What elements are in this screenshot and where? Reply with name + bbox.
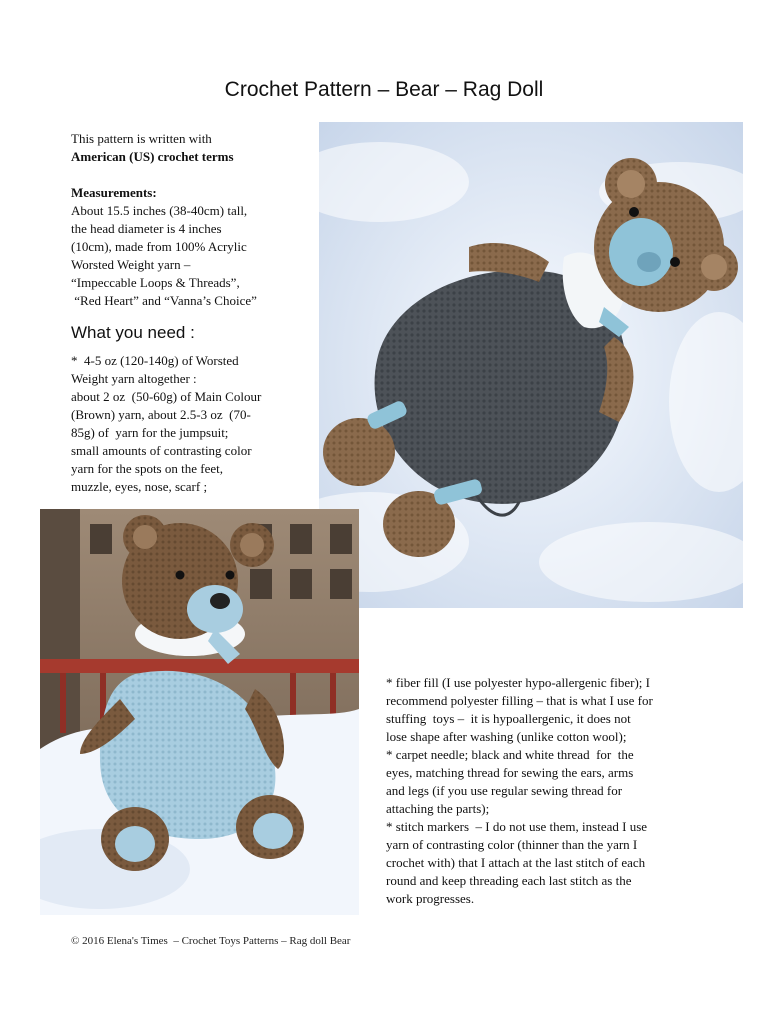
need-line: muzzle, eyes, nose, scarf ;: [71, 479, 208, 494]
need-line: Weight yarn altogether :: [71, 371, 197, 386]
supplies-line: work progresses.: [386, 891, 475, 906]
supplies-line: lose shape after washing (unlike cotton wool);: [386, 729, 627, 744]
supplies-line: stuffing toys – it is hypoallergenic, it does not: [386, 711, 631, 726]
supplies-continued: [386, 674, 704, 908]
supplies-line: crochet with) that I attach at the last stitch of each: [386, 855, 646, 870]
need-line: (Brown) yarn, about 2.5-3 oz (70-: [71, 407, 251, 422]
supplies-line: * carpet needle; black and white thread for the: [386, 747, 634, 762]
page-title: Crochet Pattern – Bear – Rag Doll: [224, 78, 544, 101]
measurements-line: “Red Heart” and “Vanna’s Choice”: [71, 293, 257, 308]
intro-line: This pattern is written with: [71, 131, 212, 146]
need-line: small amounts of contrasting color: [71, 443, 252, 458]
measurements-line: “Impeccable Loops & Threads”,: [71, 275, 240, 290]
page-footer: © 2016 Elena's Times – Crochet Toys Patterns – Rag doll Bear: [71, 935, 351, 947]
measurements-line: the head diameter is 4 inches: [71, 221, 222, 236]
supplies-line: * stitch markers – I do not use them, instead I use: [386, 819, 648, 834]
what-you-need-heading: What you need :: [71, 323, 195, 342]
intro-text: [71, 130, 311, 166]
need-line: 85g) of yarn for the jumpsuit;: [71, 425, 229, 440]
supplies-line: attaching the parts);: [386, 801, 490, 816]
photo-blue-jumpsuit-bear: [40, 509, 359, 915]
supplies-line: eyes, matching thread for sewing the ears, arms: [386, 765, 634, 780]
measurements-line: About 15.5 inches (38-40cm) tall,: [71, 203, 248, 218]
need-line: about 2 oz (50-60g) of Main Colour: [71, 389, 262, 404]
supplies-line: round and keep threading each last stitch as the: [386, 873, 632, 888]
need-line: yarn for the spots on the feet,: [71, 461, 223, 476]
what-you-need-body: [71, 352, 307, 496]
supplies-line: yarn of contrasting color (thinner than the yarn I: [386, 837, 638, 852]
supplies-line: recommend polyester filling – that is what I use for: [386, 693, 653, 708]
measurements-line: (10cm), made from 100% Acrylic: [71, 239, 247, 254]
photo-grey-jumpsuit-bear: [319, 122, 743, 608]
measurements-line: Worsted Weight yarn –: [71, 257, 191, 272]
measurements-heading: Measurements:: [71, 185, 157, 200]
need-line: * 4-5 oz (120-140g) of Worsted: [71, 353, 239, 368]
supplies-line: * fiber fill (I use polyester hypo-allergenic fiber); I: [386, 675, 650, 690]
intro-terms: American (US) crochet terms: [71, 149, 234, 164]
measurements-body: [71, 202, 311, 310]
supplies-line: and legs (if you use regular sewing thread for: [386, 783, 623, 798]
